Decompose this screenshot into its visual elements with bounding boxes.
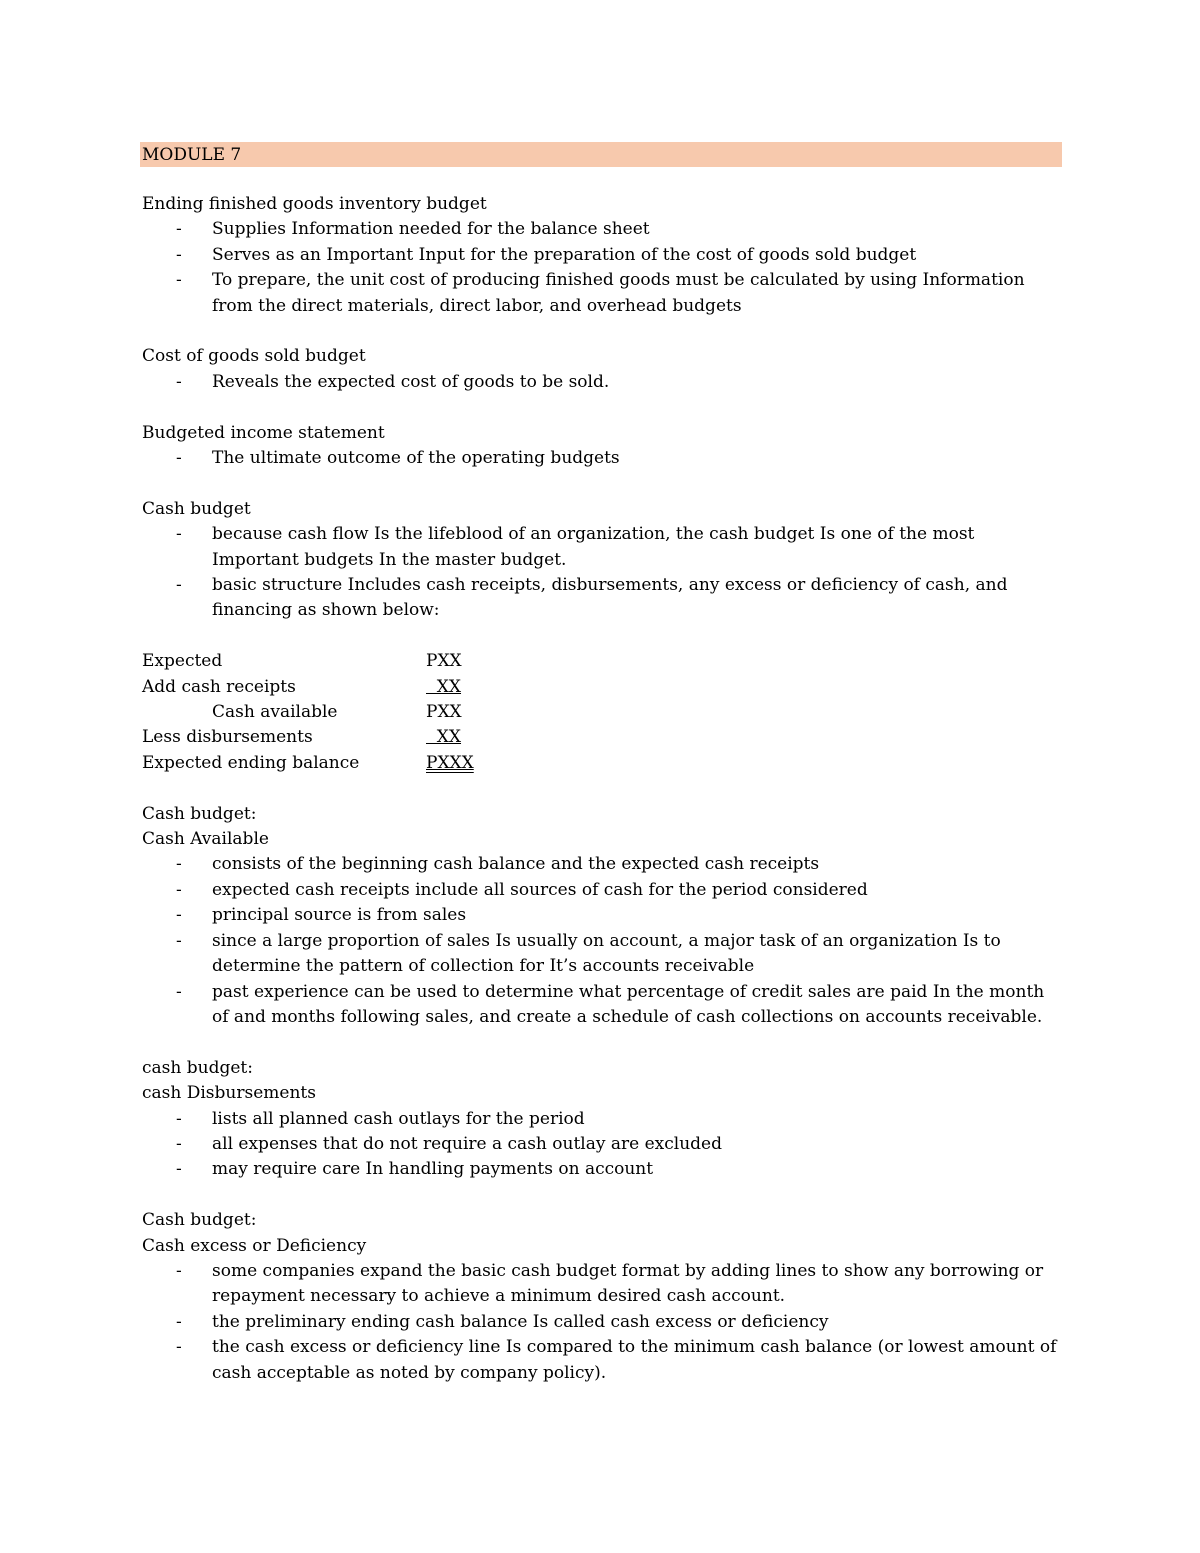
table-row — [142, 700, 506, 725]
list-item: - Supplies Information needed for the balance sheet — [142, 217, 1062, 242]
list-item: - all expenses that do not require a cash outlay are excluded — [142, 1132, 1062, 1157]
section-cash-disbursements — [142, 1056, 1062, 1183]
document-content — [142, 142, 1062, 1411]
row-label: Expected — [142, 651, 223, 672]
list-item: - because cash flow Is the lifeblood of an organization, the cash budget Is one of the most Important budgets In the master budget. — [142, 522, 1062, 573]
bullet-list — [142, 446, 1062, 471]
value-text: XX — [426, 676, 462, 697]
section-budgeted-income-statement — [142, 421, 1062, 472]
list-item: - The ultimate outcome of the operating budgets — [142, 446, 1062, 471]
bullet-list — [142, 217, 1062, 319]
section-heading: cash budget: — [142, 1057, 253, 1078]
list-item: - since a large proportion of sales Is usually on account, a major task of an organization Is to determine the pattern of collection for It’s accounts receivable — [142, 929, 1062, 980]
row-label: Cash available — [212, 702, 338, 723]
section-cash-excess-deficiency — [142, 1208, 1062, 1386]
list-item: - the cash excess or deficiency line Is compared to the minimum cash balance (or lowest amount of cash acceptable as noted by company policy). — [142, 1335, 1062, 1386]
list-item: - some companies expand the basic cash budget format by adding lines to show any borrowing or repayment necessary to achieve a minimum desired cash account. — [142, 1259, 1062, 1310]
table-row — [142, 725, 506, 750]
section-heading: Cash budget: — [142, 1210, 257, 1231]
row-value — [426, 675, 506, 700]
table-row — [142, 675, 506, 700]
table-row — [142, 751, 506, 776]
value-text: PXX — [426, 651, 462, 672]
section-ending-finished-goods — [142, 192, 1062, 319]
section-heading: Cash budget: — [142, 803, 257, 824]
row-label: Expected ending balance — [142, 752, 360, 773]
list-item: - past experience can be used to determine what percentage of credit sales are paid In the month of and months following sales, and create a schedule of cash collections on accounts receivable. — [142, 980, 1062, 1031]
section-cash-budget — [142, 497, 1062, 624]
section-subheading: cash Disbursements — [142, 1083, 316, 1104]
section-subheading: Cash excess or Deficiency — [142, 1235, 367, 1256]
list-item: - To prepare, the unit cost of producing finished goods must be calculated by using Information from the direct materials, direct labor, and overhead budgets — [142, 268, 1062, 319]
list-item: - the preliminary ending cash balance Is called cash excess or deficiency — [142, 1310, 1062, 1335]
value-text: PXXX — [426, 752, 474, 773]
list-item: - consists of the beginning cash balance and the expected cash receipts — [142, 852, 1062, 877]
bullet-list — [142, 1259, 1062, 1386]
section-cost-of-goods-sold — [142, 344, 1062, 395]
list-item: - expected cash receipts include all sources of cash for the period considered — [142, 878, 1062, 903]
list-item: - lists all planned cash outlays for the period — [142, 1107, 1062, 1132]
bullet-list — [142, 370, 1062, 395]
row-value — [426, 751, 506, 776]
module-title: MODULE 7 — [140, 142, 1062, 167]
section-heading: Ending finished goods inventory budget — [142, 194, 487, 214]
value-text: PXX — [426, 702, 462, 723]
cash-budget-structure — [142, 649, 1062, 776]
section-heading: Cash budget — [142, 498, 251, 519]
list-item: - principal source is from sales — [142, 903, 1062, 928]
bullet-list — [142, 852, 1062, 1030]
list-item: - Serves as an Important Input for the preparation of the cost of goods sold budget — [142, 243, 1062, 268]
row-label: Add cash receipts — [142, 676, 296, 697]
list-item: - may require care In handling payments on account — [142, 1157, 1062, 1182]
section-heading: Budgeted income statement — [142, 422, 385, 443]
value-text: XX — [426, 727, 462, 748]
row-label: Less disbursements — [142, 727, 313, 748]
cash-budget-table — [142, 649, 506, 776]
bullet-list — [142, 522, 1062, 624]
bullet-list — [142, 1107, 1062, 1183]
section-cash-available — [142, 802, 1062, 1031]
row-value — [426, 649, 506, 674]
table-row — [142, 649, 506, 674]
row-value — [426, 700, 506, 725]
list-item: - Reveals the expected cost of goods to be sold. — [142, 370, 1062, 395]
section-subheading: Cash Available — [142, 829, 269, 850]
section-heading: Cost of goods sold budget — [142, 346, 366, 367]
row-value — [426, 725, 506, 750]
list-item: - basic structure Includes cash receipts, disbursements, any excess or deficiency of cash, and financing as shown below: — [142, 573, 1062, 624]
